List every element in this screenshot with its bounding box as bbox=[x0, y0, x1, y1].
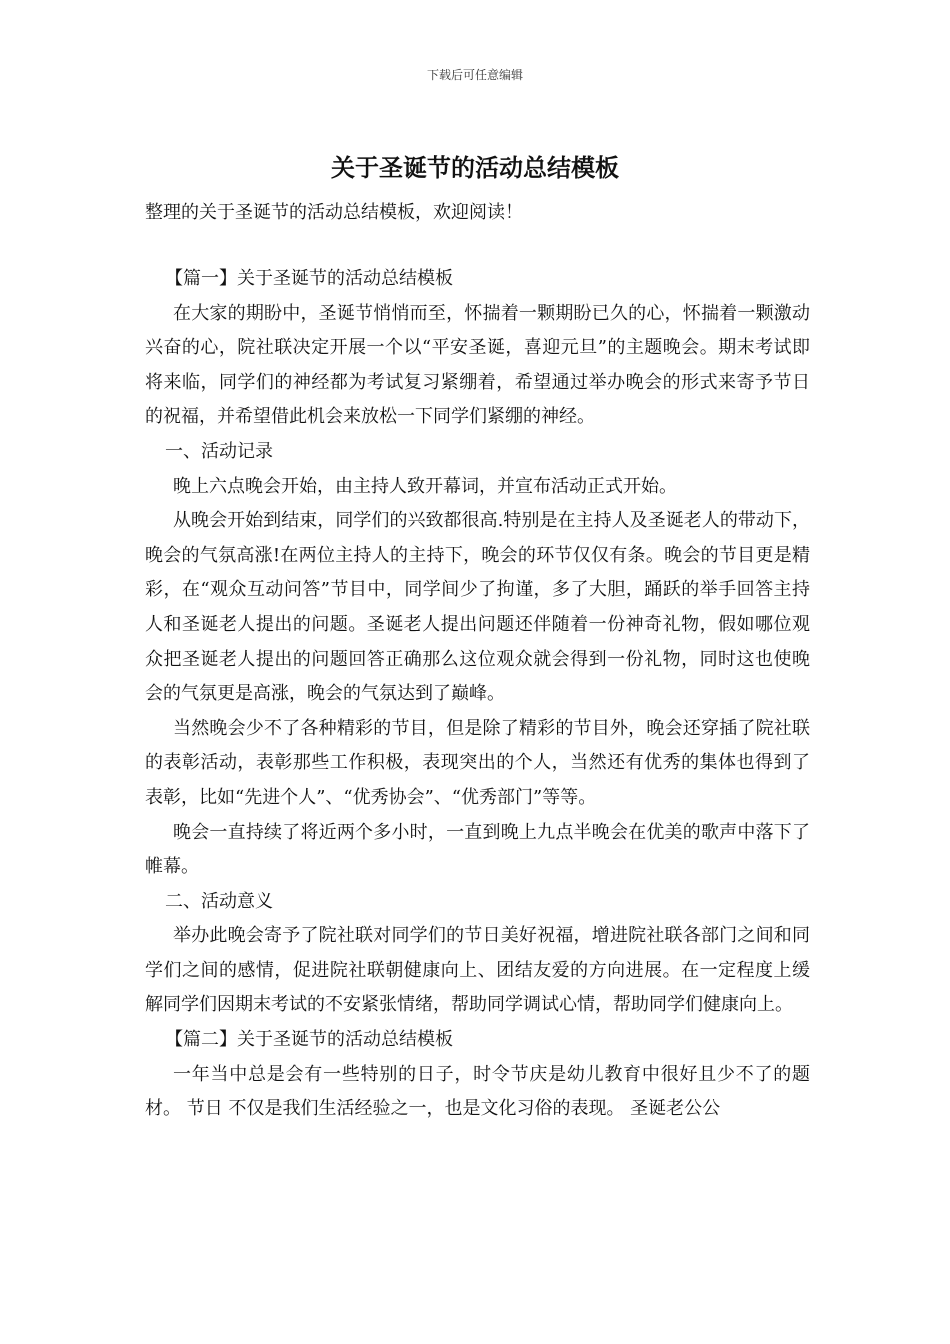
intro-paragraph: 整理的关于圣诞节的活动总结模板，欢迎阅读！ bbox=[145, 202, 523, 223]
subheading-activity-record: 一、活动记录 bbox=[165, 440, 273, 462]
paragraph: 举办此晚会寄予了院社联对同学们的节日美好祝福，增进院社联各部门之间和同学们之间的感情，促进院社联朝健康向上、团结友爱的方向进展。在一定程度上缓解同学们因期末考试的不安紧张情绪，帮助同学调试心情，帮助同学们健康向上。 bbox=[145, 925, 810, 1016]
paragraph: 一年当中总是会有一些特别的日子，时令节庆是幼儿教育中很好且少不了的题材。 节日 不仅是我们生活经验之一，也是文化习俗的表现。 圣诞老公公 bbox=[145, 1063, 810, 1120]
section-heading-part-one: 【篇一】关于圣诞节的活动总结模板 bbox=[165, 268, 453, 289]
paragraph: 从晚会开始到结束，同学们的兴致都很高.特别是在主持人及圣诞老人的带动下，晚会的气氛高涨!在两位主持人的主持下，晚会的环节仅仅有条。晚会的节目更是精彩，在“观众互动问答”节目中，同学间少了拘谨，多了大胆，踊跃的举手回答主持人和圣诞老人提出的问题。圣诞老人提出问题还伴随着一份神奇礼物，假如哪位观众把圣诞老人提出的问题回答正确那么这位观众就会得到一份礼物，同时这也使晚会的气氛更是高涨，晚会的气氛达到了巅峰。 bbox=[145, 510, 810, 705]
paragraph: 当然晚会少不了各种精彩的节目，但是除了精彩的节目外，晚会还穿插了院社联的表彰活动，表彰那些工作积极，表现突出的个人，当然还有优秀的集体也得到了表彰，比如“先进个人”、“优秀协会”、“优秀部门”等等。 bbox=[145, 717, 810, 808]
section-heading-part-two: 【篇二】关于圣诞节的活动总结模板 bbox=[165, 1029, 453, 1051]
subheading-activity-meaning: 二、活动意义 bbox=[165, 890, 273, 912]
header-note: 下载后可任意编辑 bbox=[426, 68, 523, 82]
document-body bbox=[145, 262, 810, 1127]
paragraph: 在大家的期盼中，圣诞节悄悄而至，怀揣着一颗期盼已久的心，怀揣着一颗激动兴奋的心，院社联决定开展一个以“平安圣诞，喜迎元旦”的主题晚会。期末考试即将来临，同学们的神经都为考试复习紧绷着，希望通过举办晚会的形式来寄予节日的祝福，并希望借此机会来放松一下同学们紧绷的神经。 bbox=[145, 302, 810, 428]
document-title: 关于圣诞节的活动总结模板 bbox=[331, 153, 619, 182]
paragraph: 晚上六点晚会开始，由主持人致开幕词，并宣布活动正式开始。 bbox=[173, 475, 677, 497]
paragraph: 晚会一直持续了将近两个多小时，一直到晚上九点半晚会在优美的歌声中落下了帷幕。 bbox=[145, 821, 810, 878]
